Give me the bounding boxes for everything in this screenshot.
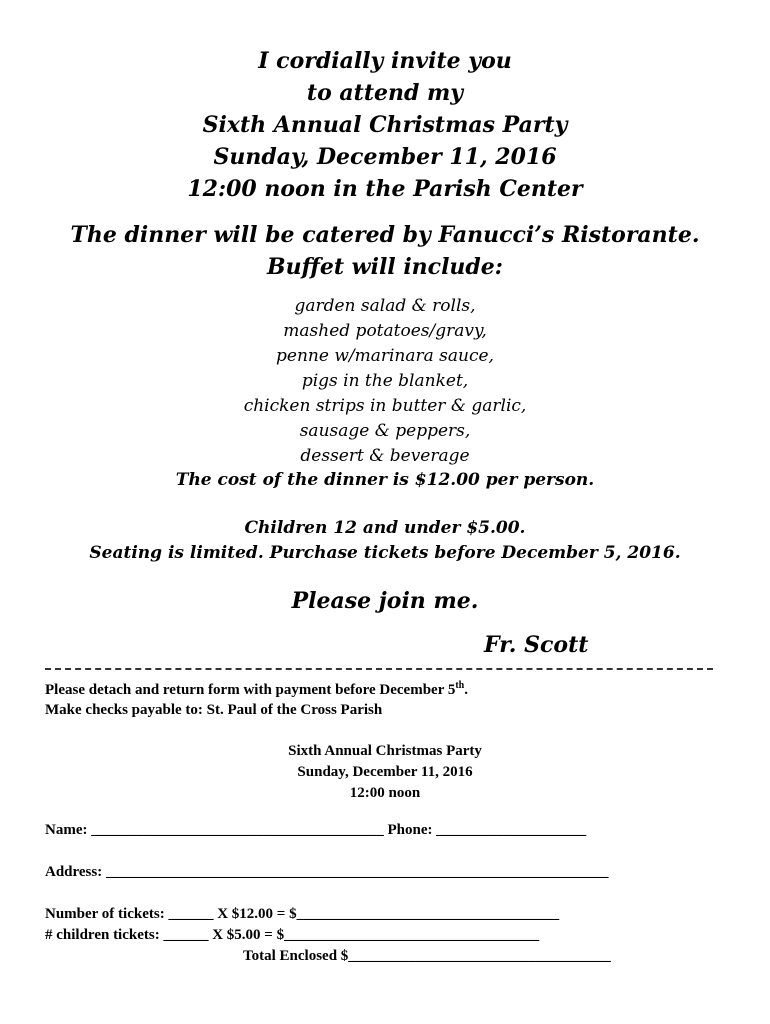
menu-item: penne w/marinara sauce, xyxy=(276,346,494,366)
menu-item: chicken strips in butter & garlic, xyxy=(243,396,527,416)
menu-item: sausage & peppers, xyxy=(299,421,471,441)
tickets-field[interactable]: Number of tickets: ______ X $12.00 = $___________________________________ xyxy=(45,906,560,922)
dinner-cost: The cost of the dinner is $12.00 per person. xyxy=(175,470,595,490)
address-field[interactable]: Address: ___________________________________________________________________ xyxy=(45,864,609,880)
invitation-line-1: I cordially invite you xyxy=(258,48,512,74)
menu-item: mashed potatoes/gravy, xyxy=(283,321,487,341)
catered-by: The dinner will be catered by Fanucci’s Ristorante. xyxy=(70,222,700,248)
children-price: Children 12 and under $5.00. xyxy=(244,518,526,538)
menu-item: pigs in the blanket, xyxy=(301,371,469,391)
join-message: Please join me. xyxy=(291,588,479,614)
form-event-date: Sunday, December 11, 2016 xyxy=(297,764,473,780)
signature: Fr. Scott xyxy=(484,632,589,658)
name-phone-field[interactable]: Name: _______________________________________ Phone: ____________________ xyxy=(45,822,587,838)
form-event-time: 12:00 noon xyxy=(349,785,421,801)
party-date: Sunday, December 11, 2016 xyxy=(213,144,557,170)
party-time-location: 12:00 noon in the Parish Center xyxy=(187,176,583,202)
detach-instructions: Please detach and return form with payment before December 5th. xyxy=(45,680,468,698)
menu-item: garden salad & rolls, xyxy=(294,296,476,316)
form-event-title: Sixth Annual Christmas Party xyxy=(288,743,482,759)
detach-divider xyxy=(45,668,713,670)
party-title: Sixth Annual Christmas Party xyxy=(202,112,568,138)
total-enclosed-field[interactable]: Total Enclosed $___________________________________ xyxy=(243,948,611,964)
buffet-heading: Buffet will include: xyxy=(267,254,503,280)
checks-payable: Make checks payable to: St. Paul of the Cross Parish xyxy=(45,702,383,718)
invitation-line-2: to attend my xyxy=(306,80,464,106)
seating-notice: Seating is limited. Purchase tickets before December 5, 2016. xyxy=(89,543,681,563)
menu-item: dessert & beverage xyxy=(300,446,470,466)
children-tickets-field[interactable]: # children tickets: ______ X $5.00 = $__________________________________ xyxy=(45,927,540,943)
